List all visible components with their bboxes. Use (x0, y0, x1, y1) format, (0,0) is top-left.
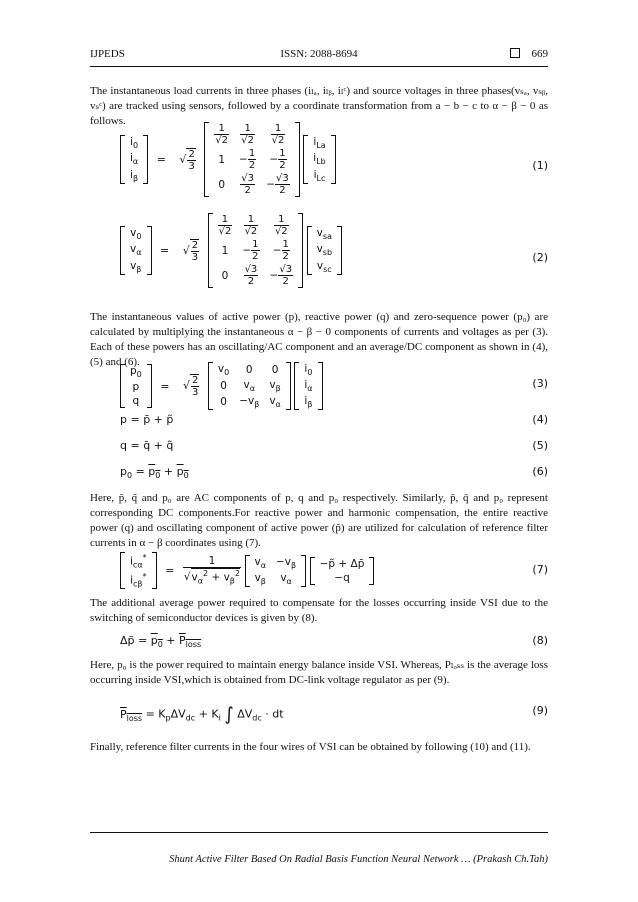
equation-3: $p_0$ p q = √ $\frac{2}{3}$ $v_0$ 0 0 0 $v_\alpha$ $v_\beta$ 0 $-v_\beta$ $v_\alpha$ $i_0$ $i_\alpha$ $i_\beta$ (120, 362, 323, 410)
page-header (90, 48, 548, 64)
paragraph-1: The instantaneous load currents in three phases (iₗₐ, iₗᵦ, iₗᶜ) and source voltages in three phases(vₛₐ, vₛᵦ, vₛᶜ) are tracked using sensors, followed by a coordinate transformation from a − b − c to α − β − 0 as follows. (90, 85, 548, 127)
equation-5: q = q̄ + q̃ (120, 439, 174, 452)
paragraph-3: Here, p̃, q̃ and p₀ are AC components of p, q and p₀ respectively. Similarly, p̄, q̄ and p₀ represent corresponding DC components.For reactive power and harmonic compensation, the entire reactive power (q) and oscillating component of active power (p̃) are utilized for calculation of reference filter currents in α − β coordinates using (7). (90, 492, 548, 549)
equation-number-2: (2) (532, 251, 548, 264)
paragraph-4: The additional average power required to compensate for the losses occurring inside VSI due to the switching of semiconductor devices is given by (8). (90, 597, 548, 624)
equation-1: $i_0$ $i_\alpha$ $i_\beta$ = √ $\frac{2}{3}$ $\frac{1}{√2}$ $\frac{1}{√2}$ $\frac{1}{√2}$ 1 − $\frac{1}{2}$ − $\frac{1}{2}$ 0 $\frac{√3}{2}$ − $\frac{√3}{2}$ $i_{La}$ $i_{Lb}$ $i_{Lc}$ (120, 122, 336, 197)
header-rule (90, 66, 548, 67)
equation-number-9: (9) (532, 704, 548, 717)
equation-number-7: (7) (532, 563, 548, 576)
equation-4: p = p̄ + p̃ (120, 413, 174, 426)
equation-8: Δp̄ = $p_0 + P_{loss}$ (120, 634, 202, 650)
equation-number-4: (4) (532, 413, 548, 426)
issn: ISSN: 2088-8694 (280, 48, 358, 60)
paragraph-2: The instantaneous values of active power (p), reactive power (q) and zero-sequence power (p₀) are calculated by multiplying the instantaneous α − β − 0 components of currents and voltages as per (3). Each of these powers has an oscillating/AC component and an average/DC component as shown in (4), (5) and (6). (90, 311, 548, 368)
equation-number-8: (8) (532, 634, 548, 647)
page-number-group (510, 48, 549, 60)
footer-citation: Shunt Active Filter Based On Radial Basis Function Neural Network … (Prakash Ch.Tah) (169, 854, 548, 865)
equation-number-6: (6) (532, 465, 548, 478)
checkbox-icon (510, 48, 520, 58)
equation-2: $v_0$ $v_\alpha$ $v_\beta$ = √ $\frac{2}{3}$ $\frac{1}{√2}$ $\frac{1}{√2}$ $\frac{1}{√2}$ 1 − $\frac{1}{2}$ − $\frac{1}{2}$ 0 $\frac{√3}{2}$ − $\frac{√3}{2}$ $v_{sa}$ $v_{sb}$ $v_{sc}$ (120, 213, 342, 288)
footer-rule (90, 832, 548, 833)
equation-number-5: (5) (532, 439, 548, 452)
equation-number-3: (3) (532, 377, 548, 390)
page-number: 669 (531, 48, 548, 60)
equation-7: $i_{c\alpha}^*$ $i_{c\beta}^*$ = $\frac{1}{√v_\alpha^2 + v_\beta^2}$ $v_\alpha$ $-v_\beta$ $v_\beta$ $v_\alpha$ −p̃ + Δp̄ −q (120, 552, 374, 589)
paragraph-5: Here, p₀ is the power required to maintain energy balance inside VSI. Whereas, Pₗₒₛₛ is the average loss occurring inside VSI,which is obtained from DC-link voltage regulator as per (9). (90, 659, 548, 686)
equation-6: $p_0 = p_0 + p_0$ (120, 465, 189, 481)
equation-9: $P_{loss} = K_p\Delta V_{dc} + K_i$ ∫ $\Delta V_{dc}$ · dt (120, 704, 284, 725)
paragraph-6: Finally, reference filter currents in the four wires of VSI can be obtained by following (10) and (11). (90, 741, 531, 753)
equation-number-1: (1) (532, 159, 548, 172)
journal-name: IJPEDS (90, 48, 125, 60)
